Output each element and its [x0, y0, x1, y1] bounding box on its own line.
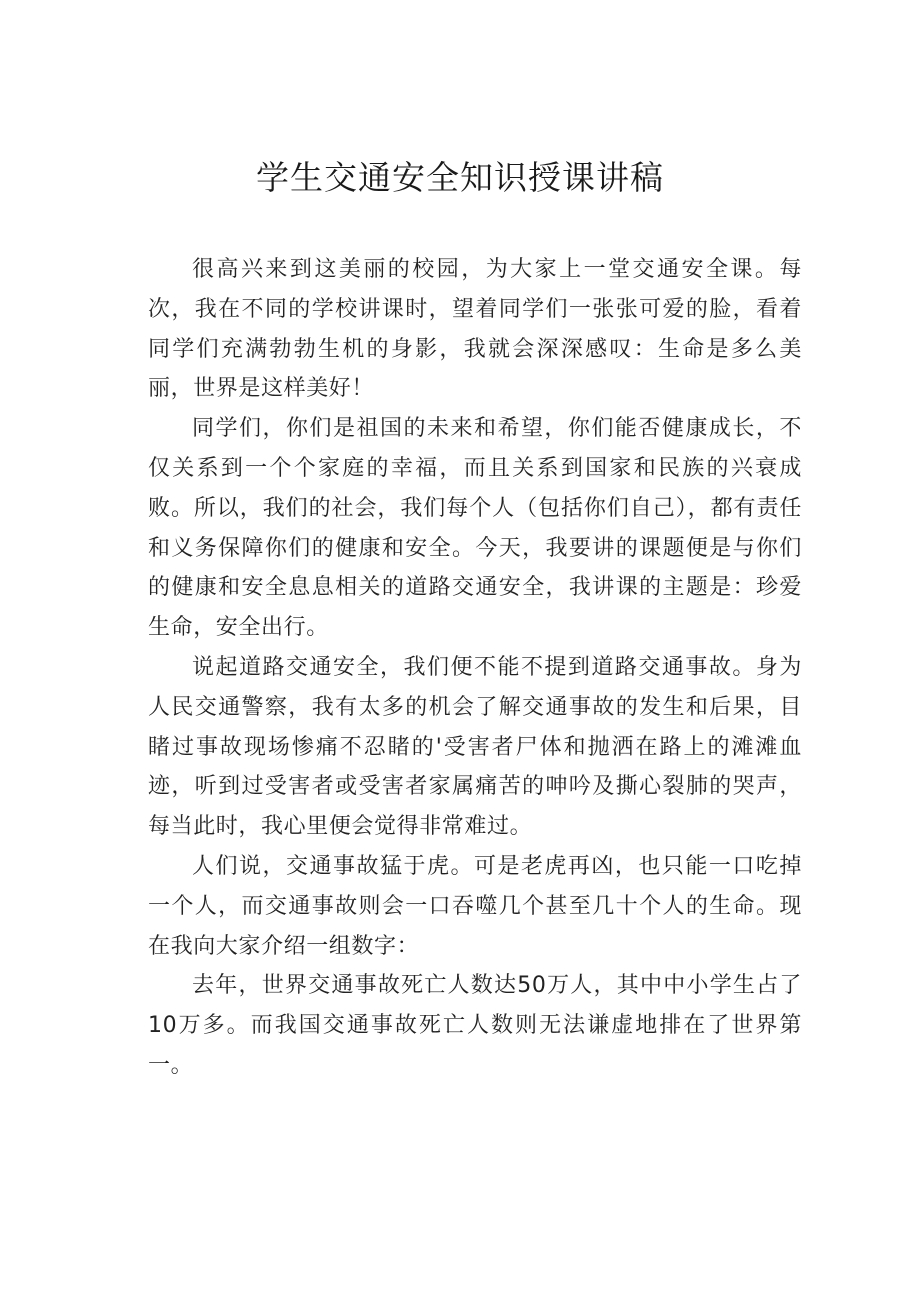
paragraph-2: 同学们，你们是祖国的未来和希望，你们能否健康成长，不仅关系到一个个家庭的幸福，而且关系到国家和民族的兴衰成败。所以，我们的社会，我们每个人（包括你们自己），都有责任和义务保障你们的健康和安全。今天，我要讲的课题便是与你们的健康和安全息息相关的道路交通安全，我讲课的主题是：珍爱生命，安全出行。	[148, 416, 802, 641]
paragraph-3: 说起道路交通安全，我们便不能不提到道路交通事故。身为人民交通警察，我有太多的机会了解交通事故的发生和后果，目睹过事故现场惨痛不忍睹的'受害者尸体和抛洒在路上的滩滩血迹，听到过受害者或受害者家属痛苦的呻吟及撕心裂肺的哭声，每当此时，我心里便会觉得非常难过。	[148, 654, 802, 840]
paragraph-1: 很高兴来到这美丽的校园，为大家上一堂交通安全课。每次，我在不同的学校讲课时，望着同学们一张张可爱的脸，看着同学们充满勃勃生机的身影，我就会深深感叹：生命是多么美丽，世界是这样美好！	[148, 257, 802, 402]
document-body	[148, 250, 802, 1086]
paragraph-4: 人们说，交通事故猛于虎。可是老虎再凶，也只能一口吃掉一个人，而交通事故则会一口吞噬几个甚至几十个人的生命。现在我向大家介绍一组数字：	[148, 853, 802, 959]
document-title: 学生交通安全知识授课讲稿	[256, 158, 664, 197]
paragraph-5: 去年，世界交通事故死亡人数达50万人，其中中小学生占了10万多。而我国交通事故死亡人数则无法谦虚地排在了世界第一。	[148, 973, 802, 1078]
